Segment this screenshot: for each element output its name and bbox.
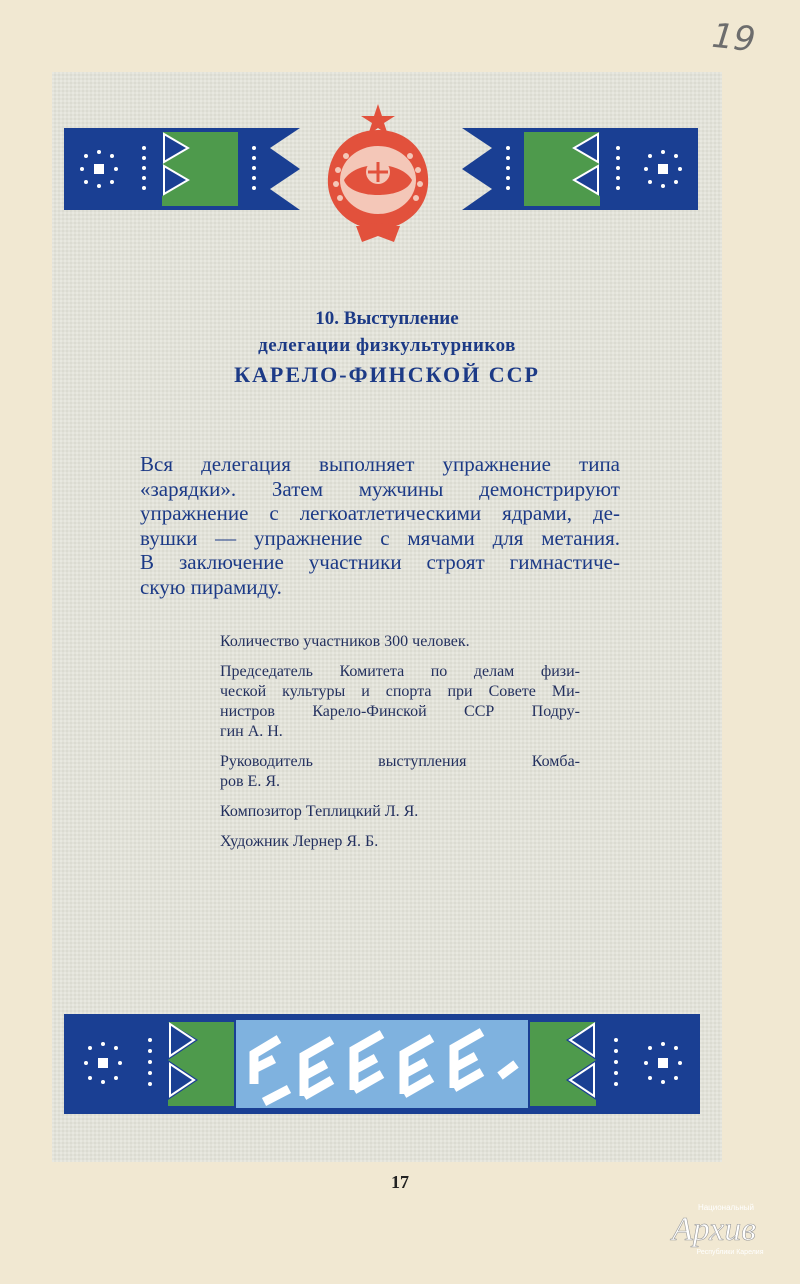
archive-logo-main-text: Архив xyxy=(672,1211,756,1248)
state-emblem-icon xyxy=(316,100,440,246)
heading-delegation-line: делегации физкультурников xyxy=(258,335,516,356)
archive-logo-top-text: Национальный xyxy=(697,1203,755,1212)
participants-count: Количество участников 300 человек. xyxy=(220,633,470,650)
top-left-ornament-band xyxy=(64,128,300,210)
bottom-ornament-band xyxy=(64,1014,700,1114)
description-line: Вся делегация выполняет упражнение типа xyxy=(140,452,620,476)
handwritten-page-number: 19 xyxy=(710,15,758,61)
description-line: скую пирамиду. xyxy=(140,574,282,599)
heading-number-line: 10. Выступление xyxy=(315,308,459,329)
description-line: «зарядки». Затем мужчины демонстрируют xyxy=(140,476,620,501)
composer-credit: Композитор Теплицкий Л. Я. xyxy=(220,803,419,820)
archive-logo-bottom-text: Республики Карелия xyxy=(696,1249,764,1256)
artist-credit: Художник Лернер Я. Б. xyxy=(220,833,379,850)
description-line: вушки — упражнение с мячами для метания. xyxy=(140,525,620,550)
archive-logo xyxy=(618,1196,788,1266)
heading-republic-line: КАРЕЛО-ФИНСКОЙ ССР xyxy=(234,362,540,387)
credit-line: ров Е. Я. xyxy=(220,773,280,790)
description-line: В заключение участники строят гимнастиче- xyxy=(140,550,620,574)
leader-credit xyxy=(220,752,580,792)
credit-line: ческой культуры и спорта при Совете Ми- xyxy=(220,683,580,700)
chairman-credit xyxy=(220,662,580,742)
credit-line: Председатель Комитета по делам физи- xyxy=(220,663,580,680)
description-line: упражнение с легкоатлетическими ядрами, де- xyxy=(140,501,620,525)
credit-line: гин А. Н. xyxy=(220,723,283,740)
credit-line: Руководитель выступления Комба- xyxy=(220,753,580,770)
top-right-ornament-band xyxy=(462,128,698,210)
credits-block xyxy=(220,632,580,862)
printed-page-number: 17 xyxy=(391,1172,409,1192)
credit-line: нистров Карело-Финской ССР Подру- xyxy=(220,703,580,720)
description-paragraph xyxy=(140,452,620,599)
